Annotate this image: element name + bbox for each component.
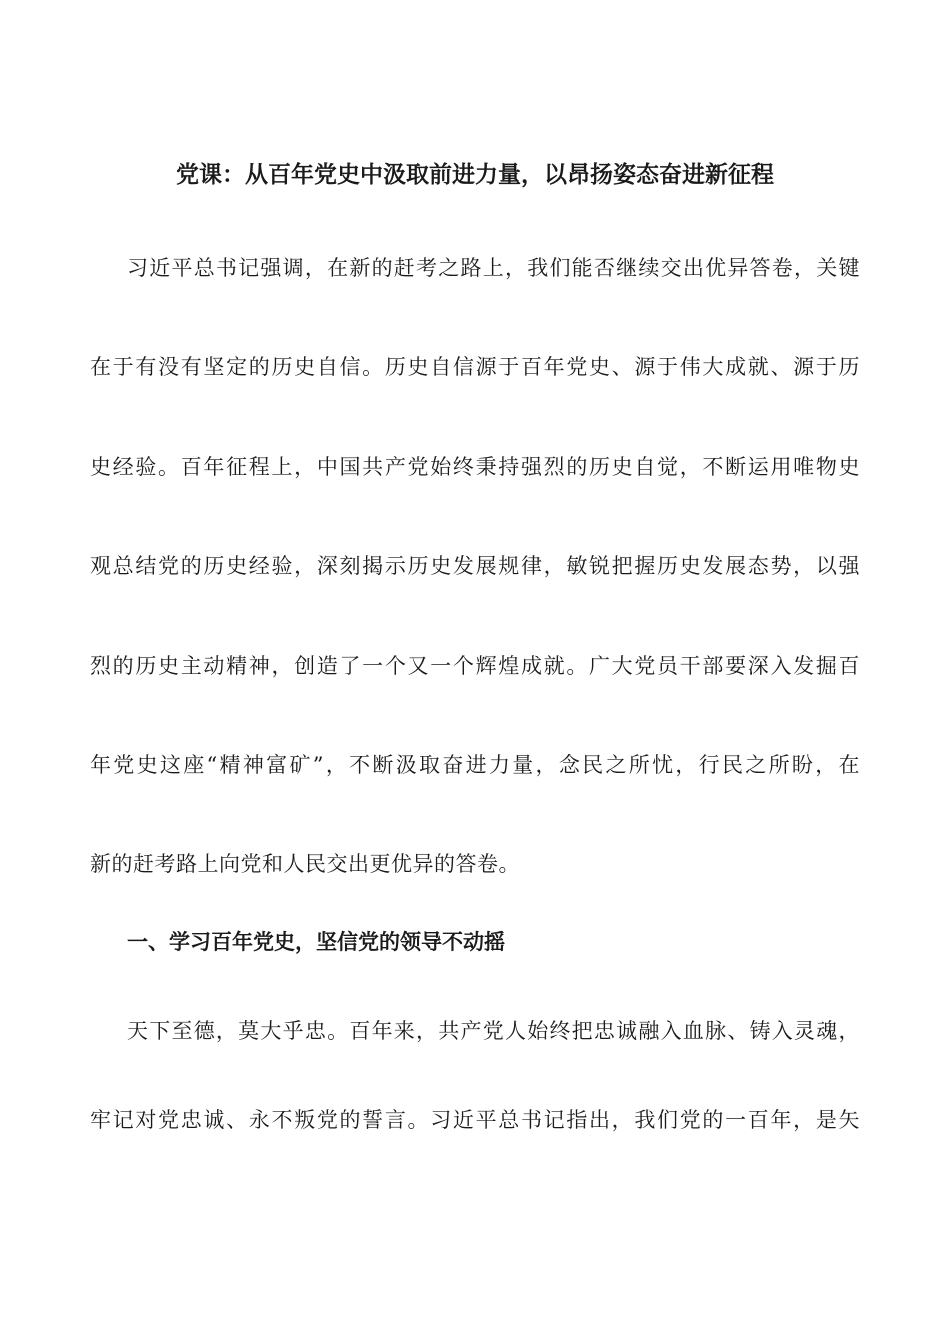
paragraph-line: 年党史这座“精神富矿”，不断汲取奋进力量，念民之所忧，行民之所盼，在: [90, 753, 860, 777]
section-heading: 一、学习百年党史，坚信党的领导不动摇: [127, 929, 505, 954]
paragraph-line: 天下至德，莫大乎忠。百年来，共产党人始终把忠诚融入血脉、铸入灵魂，: [127, 1019, 860, 1043]
paragraph-line: 烈的历史主动精神，创造了一个又一个辉煌成就。广大党员干部要深入发掘百: [90, 654, 860, 678]
paragraph-line: 新的赶考路上向党和人民交出更优异的答卷。: [90, 852, 520, 876]
document-title: 党课：从百年党史中汲取前进力量，以昂扬姿态奋进新征程: [176, 161, 774, 188]
paragraph-line: 牢记对党忠诚、永不叛党的誓言。习近平总书记指出，我们党的一百年，是矢: [90, 1108, 860, 1132]
paragraph-line: 在于有没有坚定的历史自信。历史自信源于百年党史、源于伟大成就、源于历: [90, 355, 860, 379]
paragraph-line: 习近平总书记强调，在新的赶考之路上，我们能否继续交出优异答卷，关键: [127, 256, 860, 280]
paragraph-line: 史经验。百年征程上，中国共产党始终秉持强烈的历史自觉，不断运用唯物史: [90, 455, 860, 479]
paragraph-line: 观总结党的历史经验，深刻揭示历史发展规律，敏锐把握历史发展态势，以强: [90, 554, 860, 578]
